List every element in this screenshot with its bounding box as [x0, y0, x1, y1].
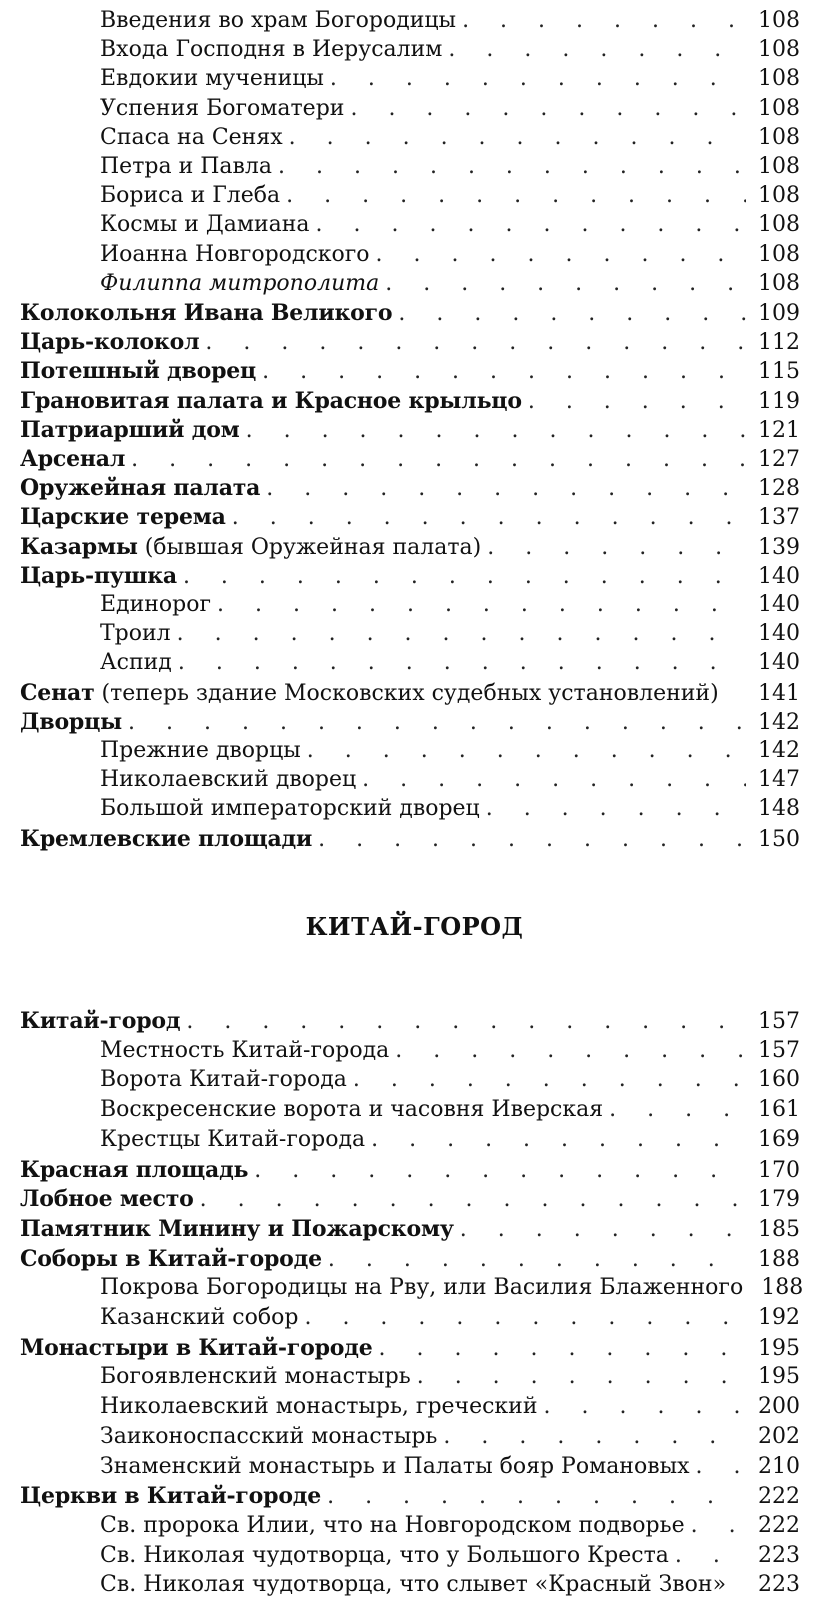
toc-entry [20, 1127, 800, 1159]
toc-page-number: 108 [758, 37, 800, 63]
dot-leader [448, 37, 746, 62]
toc-entry-heading: Памятник Минину и Пожарскому [20, 1215, 454, 1242]
toc-entry-title [20, 300, 392, 326]
toc-page-number: 119 [758, 388, 800, 414]
toc-entry-title: Ворота Китай-города [100, 1067, 347, 1093]
toc-entry [20, 1394, 800, 1426]
toc-entry [20, 212, 800, 244]
dot-leader [417, 1364, 746, 1389]
toc-entry-title: Местность Китай-города [100, 1037, 390, 1063]
toc-entry [20, 8, 800, 40]
toc-entry [20, 183, 800, 215]
toc-entry [20, 300, 800, 332]
dot-leader [128, 710, 746, 735]
toc-page-number: 223 [758, 1542, 800, 1568]
dot-leader [462, 8, 746, 33]
toc-entry-title: Знаменский монастырь и Палаты бояр Романовых [100, 1453, 690, 1479]
toc-page-number: 157 [758, 1037, 800, 1063]
dot-leader [385, 271, 746, 296]
toc-page-number: 188 [761, 1275, 804, 1301]
toc-page-number: 147 [758, 767, 800, 793]
toc-page-number: 210 [758, 1453, 800, 1479]
toc-entry-heading: Казармы [20, 533, 138, 560]
toc-entry-title [20, 1186, 194, 1212]
toc-entry [20, 826, 800, 858]
dot-leader [460, 1217, 746, 1242]
toc-entry-heading: Монастыри в Китай-городе [20, 1334, 373, 1361]
dot-leader [316, 212, 746, 237]
toc-entry [20, 242, 800, 274]
dot-leader [178, 650, 746, 675]
toc-entry-title: Св. Николая чудотворца, что слывет «Красный Звон» [100, 1572, 727, 1598]
toc-entry-title: Филиппа митрополита [100, 270, 380, 296]
toc-page-number: 108 [758, 183, 800, 209]
dot-leader [200, 1187, 746, 1212]
toc-page-number: 115 [758, 359, 800, 385]
toc-entry-heading: Арсенал [20, 446, 126, 472]
dot-leader [371, 1127, 746, 1152]
toc-entry [20, 154, 800, 186]
toc-entry [20, 66, 800, 98]
dot-leader [254, 1158, 746, 1183]
toc-entry [20, 621, 800, 653]
dot-leader [362, 767, 746, 792]
toc-page-number: 179 [758, 1187, 800, 1213]
toc-page-number: 169 [758, 1126, 800, 1152]
toc-entry-title: Аспид [100, 650, 172, 676]
dot-leader [131, 447, 746, 472]
toc-entry-heading: Красная площадь [20, 1156, 249, 1183]
toc-entry-title [20, 1157, 248, 1183]
dot-leader [330, 66, 746, 91]
toc-entry-title [20, 1216, 454, 1242]
dot-leader [186, 1009, 746, 1034]
toc-entry-title [20, 358, 256, 384]
toc-page-number: 108 [758, 8, 800, 33]
dot-leader [205, 330, 746, 355]
toc-page-number: 150 [758, 826, 800, 852]
dot-leader [217, 592, 746, 617]
toc-entry [20, 1454, 800, 1486]
toc-entry-title [20, 563, 177, 589]
toc-entry-title: Николаевский дворец [100, 767, 357, 793]
toc-entry-title: Троил [100, 621, 171, 647]
toc-page-number: 157 [758, 1009, 800, 1034]
toc-entry-heading: Потешный дворец [20, 358, 257, 385]
toc-page-number: 140 [758, 621, 800, 647]
toc-entry-title: Спаса на Сенях [100, 124, 283, 150]
toc-page-number: 112 [758, 330, 800, 356]
toc-entry-title: Св. Николая чудотворца, что у Большого Креста [100, 1542, 669, 1568]
dot-leader [544, 1394, 746, 1419]
toc-page-number: 108 [758, 95, 800, 121]
toc-entry-title [20, 329, 199, 355]
dot-leader [318, 827, 746, 852]
toc-entry-title: Евдокии мученицы [100, 66, 324, 92]
toc-entry [20, 534, 800, 566]
toc-entry [20, 1364, 800, 1396]
dot-leader [443, 1424, 746, 1449]
toc-entry [20, 96, 800, 128]
toc-page-number: 121 [758, 417, 800, 443]
toc-entry [20, 767, 800, 799]
toc-entry [20, 1305, 800, 1337]
toc-entry-title: Петра и Павла [100, 154, 273, 179]
toc-entry-title: Космы и Дамиана [100, 212, 310, 238]
dot-leader [395, 1038, 746, 1063]
toc-entry-title: Прежние дворцы [100, 738, 301, 763]
toc-page-number: 108 [758, 66, 800, 92]
toc-entry [20, 1157, 800, 1189]
dot-leader [353, 1067, 746, 1092]
toc-entry [20, 1483, 800, 1515]
toc-page-number: 108 [758, 241, 800, 267]
toc-entry [20, 125, 800, 157]
toc-entry [20, 1572, 800, 1604]
dot-leader [262, 359, 746, 384]
toc-entry-title: Воскресенские ворота и часовня Иверская [100, 1097, 604, 1123]
toc-entry-heading: Царские терема [20, 504, 226, 531]
toc-entry-heading: Церкви в Китай-городе [20, 1483, 322, 1510]
toc-page-number: 108 [758, 124, 800, 150]
toc-page-number: 140 [758, 563, 800, 589]
toc-entry-title: Бориса и Глеба [100, 183, 281, 209]
toc-entry [20, 475, 800, 507]
toc-page-number: 140 [758, 592, 800, 617]
toc-page-number: 148 [758, 796, 800, 822]
toc-entry-title: Крестцы Китай-города [100, 1126, 366, 1152]
toc-entry [20, 1216, 800, 1248]
toc-page-number: 202 [758, 1423, 800, 1449]
toc-page-number: 195 [758, 1335, 800, 1361]
toc-entry [20, 563, 800, 595]
toc-entry-title [20, 504, 226, 530]
toc-entry-title [20, 1246, 322, 1272]
toc-page-number: 139 [758, 534, 800, 560]
dot-leader [286, 183, 746, 208]
toc-entry-title [20, 388, 522, 414]
toc-entry [20, 388, 800, 420]
toc-entry-heading: Китай-город [20, 1008, 181, 1034]
dot-leader [304, 1305, 746, 1330]
toc-page-number: 222 [758, 1512, 800, 1538]
toc-entry-title: Успения Богоматери [100, 95, 345, 121]
toc-page-number: 108 [758, 270, 800, 296]
toc-entry [20, 592, 800, 624]
toc-entry-heading: Патриарший дом [20, 416, 240, 443]
toc-entry [20, 358, 800, 390]
toc-page-number: 161 [758, 1097, 800, 1123]
dot-leader [327, 1484, 746, 1509]
toc-page-number: 108 [758, 154, 800, 179]
toc-page-number: 142 [758, 709, 800, 735]
toc-entry-title [20, 1008, 180, 1034]
section-title: КИТАЙ-ГОРОД [305, 912, 524, 941]
toc-entry [20, 738, 800, 770]
toc-entry-heading: Царь-пушка [20, 562, 177, 589]
toc-entry [20, 680, 800, 712]
toc-page-number: 192 [758, 1305, 800, 1330]
toc-entry [20, 417, 800, 449]
toc-entry [20, 1186, 800, 1218]
toc-entry-heading: Оружейная палата [20, 475, 261, 502]
toc-entry [20, 1067, 800, 1099]
toc-entry-heading: Сенат [20, 679, 95, 706]
dot-leader [350, 96, 746, 121]
toc-entry-title [20, 1335, 373, 1361]
toc-entry-note: (бывшая Оружейная палата) [137, 534, 482, 560]
toc-entry-title [20, 709, 122, 735]
toc-entry-title [20, 446, 125, 472]
toc-page-number: 160 [758, 1067, 800, 1093]
toc-entry-title: Входа Господня в Иерусалим [100, 37, 443, 63]
toc-entry [20, 1038, 800, 1070]
toc-page-number: 185 [758, 1216, 800, 1242]
toc-page-number: 137 [758, 505, 800, 531]
dot-leader [486, 796, 746, 821]
toc-entry-title: Большой императорский дворец [100, 796, 480, 822]
toc-entry-title: Николаевский монастырь, греческий [100, 1394, 538, 1420]
toc-entry-title: Св. пророка Илии, что на Новгородском подворье [100, 1512, 685, 1538]
dot-leader [328, 1247, 746, 1272]
toc-entry-note: (теперь здание Московских судебных установлений) [94, 680, 719, 706]
toc-entry-title: Заиконоспасский монастырь [100, 1423, 438, 1449]
toc-entry [20, 796, 800, 828]
toc-page-number: 223 [758, 1572, 800, 1598]
toc-entry [20, 37, 800, 69]
toc-entry-heading: Дворцы [20, 708, 123, 735]
toc-entry-title [20, 826, 312, 852]
toc-page-number: 108 [758, 212, 800, 238]
dot-leader [675, 1543, 746, 1568]
toc-entry [20, 446, 800, 478]
toc-page-number: 170 [758, 1157, 800, 1183]
toc-page-number: 109 [758, 301, 800, 326]
toc-entry-title: Богоявленский монастырь [100, 1364, 411, 1390]
dot-leader [232, 505, 746, 530]
toc-entry [20, 1513, 800, 1545]
toc-entry-heading: Колокольня Ивана Великого [20, 300, 393, 326]
toc-entry [20, 1275, 804, 1307]
toc-entry [20, 329, 800, 361]
toc-page-number: 222 [758, 1484, 800, 1510]
toc-entry-title: Казанский собор [100, 1305, 299, 1330]
dot-leader [278, 154, 746, 179]
dot-leader [528, 389, 746, 414]
dot-leader [183, 564, 746, 589]
dot-leader [609, 1097, 746, 1122]
toc-entry [20, 271, 800, 303]
toc-entry-heading: Кремлевские площади [20, 825, 313, 852]
toc-entry [20, 1097, 800, 1129]
toc-entry-title: Иоанна Новгородского [100, 241, 370, 267]
toc-entry [20, 1008, 800, 1040]
toc-page-number: 195 [758, 1364, 800, 1390]
toc-page-number: 128 [758, 476, 800, 502]
dot-leader [691, 1513, 746, 1538]
toc-page-number: 140 [758, 650, 800, 676]
dot-leader [266, 476, 746, 501]
dot-leader [177, 621, 746, 646]
toc-page-number: 141 [758, 680, 800, 706]
dot-leader [376, 242, 746, 267]
toc-entry-title: Введения во храм Богородицы [100, 8, 457, 33]
toc-entry-title [20, 534, 481, 560]
toc-entry [20, 1543, 800, 1575]
dot-leader [379, 1336, 746, 1361]
toc-entry [20, 650, 800, 682]
toc-entry-title [20, 417, 240, 443]
dot-leader [307, 738, 746, 763]
dot-leader [289, 125, 746, 150]
toc-entry-heading: Лобное место [20, 1186, 194, 1213]
toc-entry [20, 1424, 800, 1456]
toc-entry-title: Единорог [100, 592, 212, 617]
toc-entry-title: Покрова Богородицы на Рву, или Василия Блаженного [100, 1275, 744, 1301]
toc-page-number: 200 [758, 1394, 800, 1420]
toc-entry-title [20, 475, 260, 501]
toc-entry-heading: Грановитая палата и Красное крыльцо [20, 387, 522, 414]
toc-page-number: 127 [758, 447, 800, 472]
toc-entry [20, 1335, 800, 1367]
dot-leader [246, 418, 746, 443]
toc-entry-title [20, 1483, 321, 1509]
toc-entry-title [20, 680, 719, 706]
toc-entry [20, 504, 800, 536]
toc-entry-heading: Царь-колокол [20, 329, 200, 356]
dot-leader [696, 1454, 746, 1479]
toc-page-number: 142 [758, 738, 800, 763]
dot-leader [398, 301, 746, 326]
toc-entry-heading: Соборы в Китай-городе [20, 1245, 322, 1272]
dot-leader [487, 535, 746, 560]
toc-page-number: 188 [758, 1246, 800, 1272]
toc-entry [20, 1246, 800, 1278]
toc-entry [20, 709, 800, 741]
